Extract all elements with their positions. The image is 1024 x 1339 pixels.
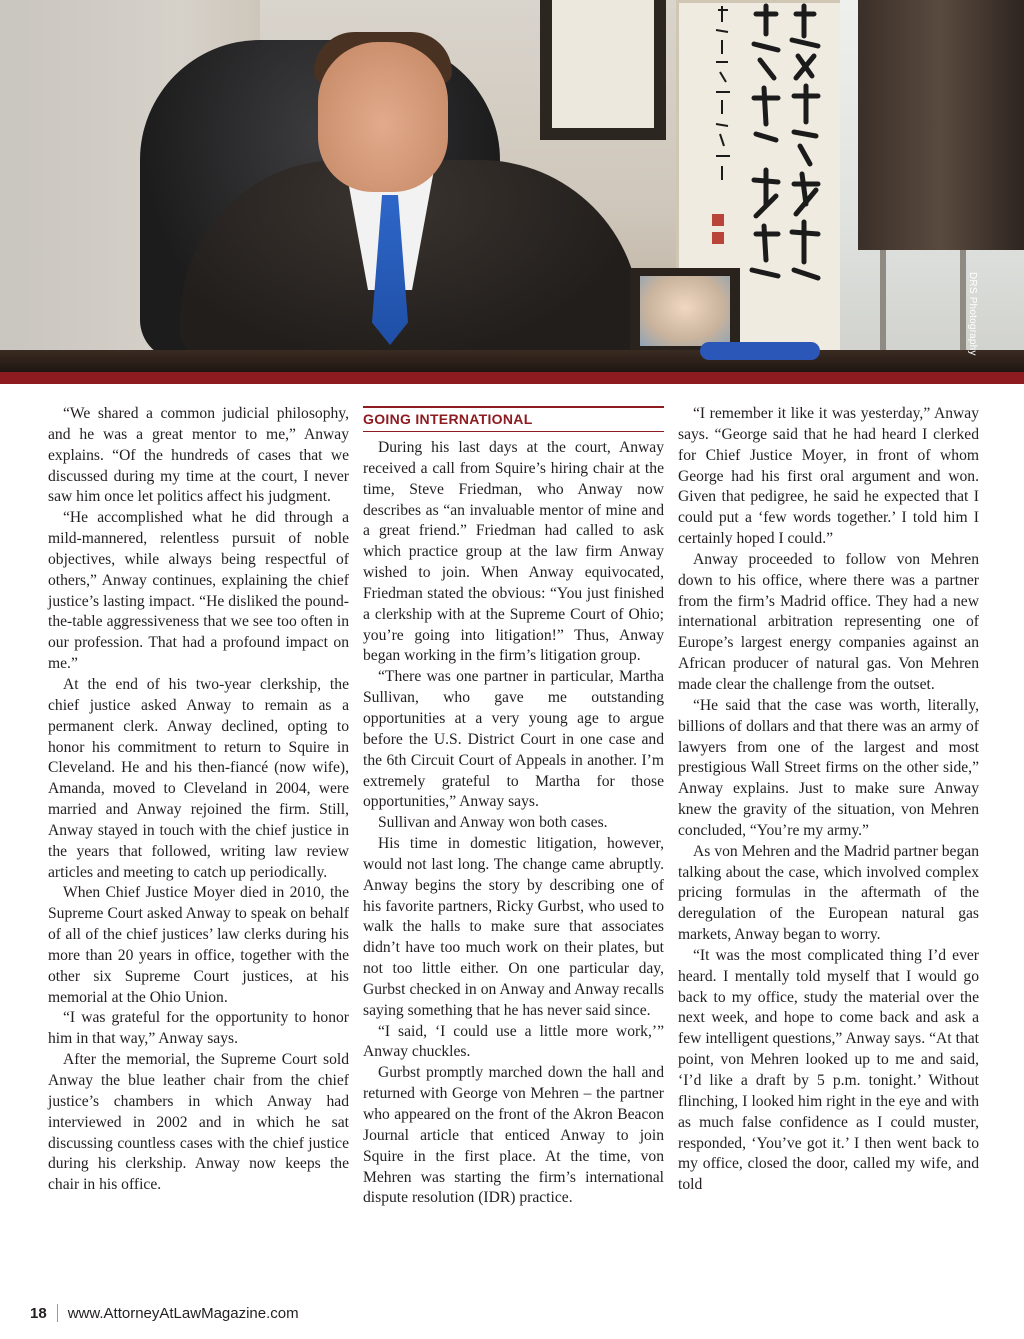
paragraph: During his last days at the court, Anway received a call from Squire’s hiring chair at the time, Steve Friedman, who Anway now describes as “an invaluable mentor of mine and a great friend.” Friedman had called to ask which practice group at the law firm Anway wished to join. When Anway equivocated, Friedman stated the obvious: “You just finished a clerkship with at the Supreme Court of Ohio; you’re going into litigation!” Thus, Anway began working in the firm’s litigation group.: [363, 439, 664, 665]
page-footer: [30, 1303, 299, 1323]
paragraph: As von Mehren and the Madrid partner began talking about the case, which involved complex pricing formulas in the aftermath of the deregulation of the European natural gas markets, Anway began to worry.: [678, 842, 979, 944]
paragraph: “He accomplished what he did through a mild-mannered, relentless pursuit of noble objectives, while always being respectful of others,” Anway continues, explaining the chief justice’s lasting impact. “He disliked the pound-the-table aggressiveness that we see too often in our profession. That had a profound impact on me.”: [48, 509, 349, 673]
article-column-1: [48, 404, 349, 1196]
hanging-coat: [858, 0, 1024, 250]
paragraph: Sullivan and Anway won both cases.: [378, 814, 608, 832]
footer-divider: [57, 1304, 58, 1322]
blue-cloth: [700, 342, 820, 360]
paragraph: “It was the most complicated thing I’d ever heard. I mentally told myself that I would go back to my office, study the material over the next week, and hope to come back and ask a few intelligent questions,” Anway says. “At that point, von Mehren looked up to me and said, ‘I’d like a draft by 5 p.m. tonight.’ Without flinching, I looked him right in the eye and with as much false confidence as I could muster, responded, ‘You’ve got it.’ I then went back to my office, closed the door, called my wife, and told: [678, 946, 979, 1194]
photo-credit: DRS Photography: [967, 272, 978, 356]
desk-photo: [640, 276, 730, 346]
paragraph: “We shared a common judicial philosophy, and he was a great mentor to me,” Anway explains. “Of the hundreds of cases that we discussed during my time at the court, I never saw him once let politics affect his judgment.: [48, 405, 349, 506]
section-heading: GOING INTERNATIONAL: [363, 406, 664, 432]
article-column-2: [363, 406, 664, 1209]
paragraph: At the end of his two-year clerkship, the chief justice asked Anway to remain as a permanent clerk. Anway declined, opting to honor his commitment to return to Squire in Cleveland. He and his then-fiancé (now wife), Amanda, moved to Cleveland in 2004, were married and Anway rejoined the firm. Still, Anway stayed in touch with the chief justice in the years that followed, writing law review articles and meeting to catch up periodically.: [48, 675, 349, 881]
article-column-3: [678, 404, 979, 1196]
paragraph: After the memorial, the Supreme Court sold Anway the blue leather chair from the chief justice’s chambers in which Anway had interviewed in 2002 and in which he sat discussing countless cases with the chief justice during his clerkship. Anway now keeps the chair in his office.: [48, 1051, 349, 1194]
certificate-paper: [552, 0, 654, 128]
portrait-face: [318, 42, 448, 192]
paragraph: “I was grateful for the opportunity to honor him in that way,” Anway says.: [48, 1009, 349, 1048]
page-number: 18: [30, 1304, 47, 1322]
paragraph: “He said that the case was worth, literally, billions of dollars and that there was an army of lawyers from one of the largest and most prestigious Wall Street firms on the other side,” Anway explains. Just to make sure Anway knew the gravity of the situation, von Mehren concluded, “You’re my army.”: [678, 696, 979, 839]
desk: [0, 350, 1024, 372]
feature-photo: [0, 0, 1024, 372]
paragraph: “I remember it like it was yesterday,” Anway says. “George said that he had heard I clerked for Chief Justice Moyer, in front of whom George had his first oral argument and won. Given that pedigree, he said he expected that I could put a ‘few words together.’ I told him I certainly hoped I could.”: [678, 405, 979, 548]
paragraph: Gurbst promptly marched down the hall and returned with George von Mehren – the partner who appeared on the front of the Akron Beacon Journal article that enticed Anway to join Squire in the first place. At the time, von Mehren was starting the firm’s international dispute resolution (IDR) practice.: [363, 1064, 664, 1207]
paragraph: “There was one partner in particular, Martha Sullivan, who gave me outstanding opportunities at a very young age to argue before the U.S. District Court in one case and the 6th Circuit Court of Appeals in another. I’m extremely grateful to Martha for those opportunities,” Anway says.: [363, 668, 664, 811]
paragraph: “I said, ‘I could use a little more work,’” Anway chuckles.: [363, 1022, 664, 1061]
accent-rule: [0, 372, 1024, 384]
website-url[interactable]: www.AttorneyAtLawMagazine.com: [67, 1304, 299, 1322]
paragraph: His time in domestic litigation, however, would not last long. The change came abruptly. Anway begins the story by describing one of his favorite partners, Ricky Gurbst, who used to walk the halls to make sure that associates didn’t have too much work on their plates, but not too little either. On one particular day, Gurbst checked in on Anway and Anway recalls saying something that he has never said since.: [363, 835, 664, 1019]
paragraph: Anway proceeded to follow von Mehren down to his office, where there was a partner from the firm’s Madrid office. They had a new international arbitration representing one of Europe’s largest energy companies against an African producer of natural gas. Von Mehren made clear the challenge from the outset.: [678, 550, 979, 693]
paragraph: When Chief Justice Moyer died in 2010, the Supreme Court asked Anway to speak on behalf of all of the chief justices’ law clerks during his more than 20 years in office, together with the other six Supreme Court justices, at his memorial at the Ohio Union.: [48, 884, 349, 1006]
